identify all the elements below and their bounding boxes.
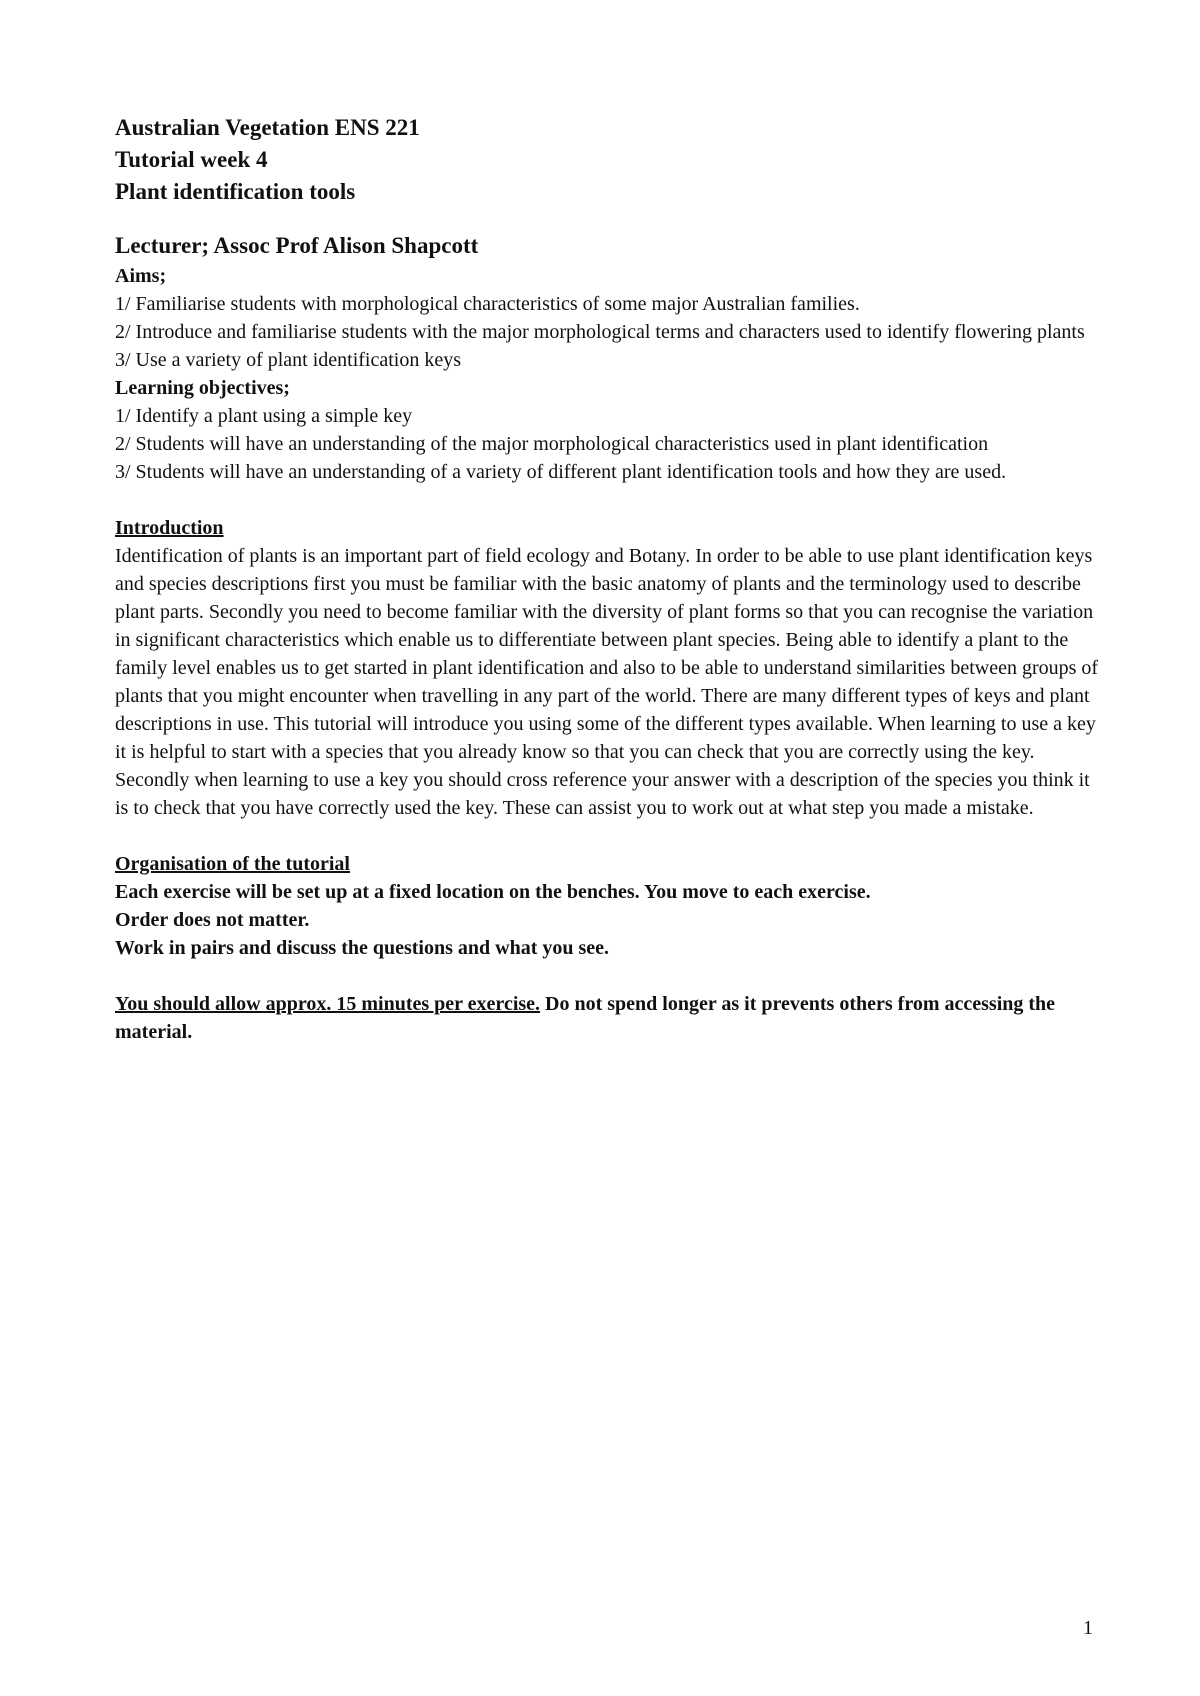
aims-item: 3/ Use a variety of plant identification keys (115, 349, 462, 371)
time-allowance-underlined: You should allow approx. 15 minutes per exercise. (115, 993, 541, 1015)
spacer (115, 486, 1100, 514)
time-allowance-rest: Do not spend longer as it prevents others from accessing the material. (115, 993, 1056, 1043)
time-allowance (115, 990, 1100, 1046)
objective-item: 3/ Students will have an understanding of a variety of different plant identification tools and how they are used. (115, 461, 1007, 483)
document-page (115, 112, 1100, 1046)
aims-label: Aims; (115, 265, 167, 287)
objective-item: 1/ Identify a plant using a simple key (115, 405, 413, 427)
objectives-label: Learning objectives; (115, 377, 290, 399)
organisation-line: Each exercise will be set up at a fixed location on the benches. You move to each exercise. (115, 881, 871, 903)
spacer (115, 962, 1100, 990)
spacer (115, 822, 1100, 850)
tutorial-week: Tutorial week 4 (115, 147, 268, 172)
organisation-line: Work in pairs and discuss the questions and what you see. (115, 937, 610, 959)
introduction-paragraph: Identification of plants is an important part of field ecology and Botany. In order to be able to use plant identification keys and species descriptions first you must be familiar with the basic anatomy of plants and the terminology used to describe plant parts. Secondly you need to become familiar with the diversity of plant forms so that you can recognise the variation in significant characteristics which enable us to differentiate between plant species. Being able to identify a plant to the family level enables us to get started in plant identification and also to be able to understand similarities between groups of plants that you might encounter when travelling in any part of the world. There are many different types of keys and plant descriptions in use. This tutorial will introduce you using some of the different types available. When learning to use a key it is helpful to start with a species that you already know so that you can check that you are correctly using the key. Secondly when learning to use a key you should cross reference your answer with a description of the species you think it is to check that you have correctly used the key. These can assist you to work out at what step you made a mistake. (115, 545, 1099, 819)
aims-list (115, 290, 1100, 374)
aims-item: 2/ Introduce and familiarise students with the major morphological terms and characters used to identify flowering plants (115, 321, 1085, 343)
course-title: Australian Vegetation ENS 221 (115, 115, 420, 140)
lecturer-line: Lecturer; Assoc Prof Alison Shapcott (115, 233, 479, 258)
objectives-list (115, 402, 1100, 486)
introduction-heading: Introduction (115, 517, 224, 539)
organisation-heading: Organisation of the tutorial (115, 853, 350, 875)
page-number: 1 (1083, 1617, 1093, 1639)
objective-item: 2/ Students will have an understanding of the major morphological characteristics used in plant identification (115, 433, 989, 455)
organisation-line: Order does not matter. (115, 909, 310, 931)
aims-item: 1/ Familiarise students with morphological characteristics of some major Australian families. (115, 293, 860, 315)
tutorial-topic: Plant identification tools (115, 179, 356, 204)
